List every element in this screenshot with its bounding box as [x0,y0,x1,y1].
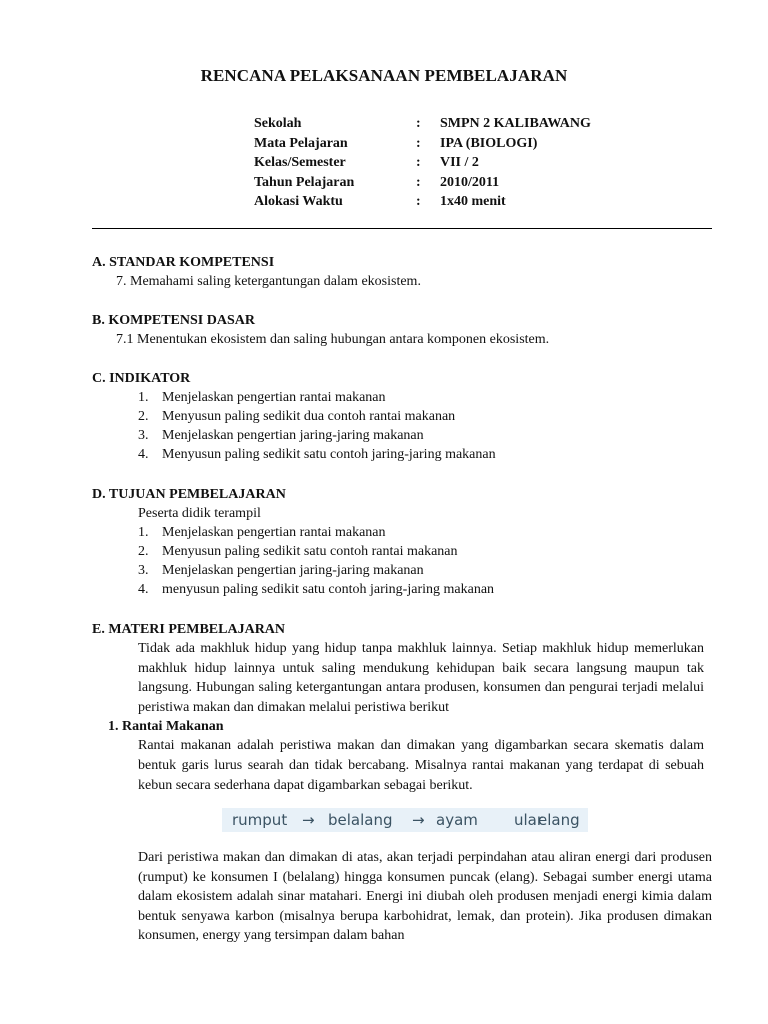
meta-value: IPA (BIOLOGI) [440,135,538,151]
meta-colon: : [416,174,421,190]
header-divider [92,228,712,229]
list-item [92,523,712,542]
list-number: 3. [138,428,149,443]
list-text: Menyusun paling sedikit dua contoh rantai makanan [162,409,456,424]
list-text: Menyusun paling sedikit satu contoh rantai makanan [162,544,458,559]
list-text: menyusun paling sedikit satu contoh jaring-jaring makanan [162,582,495,597]
list-item [92,426,712,445]
food-chain-figure [222,808,588,832]
chain-item-ayam: ayam [436,811,478,829]
list-text: Menjelaskan pengertian jaring-jaring makanan [162,428,424,443]
list-number: 1. [138,390,149,405]
chain-item-elang: elang [538,811,580,829]
list-number: 4. [138,582,149,597]
subsection-heading: 1. Rantai Makanan [108,719,224,735]
tujuan-list [92,523,712,599]
meta-colon: : [416,155,421,170]
meta-value: 1x40 menit [440,194,506,209]
list-item [92,561,712,580]
list-item [92,445,712,464]
meta-value: 2010/2011 [440,174,500,190]
meta-label: Sekolah [254,116,302,131]
materi-intro-paragraph: Tidak ada makhluk hidup yang hidup tanpa makhluk lainnya. Setiap makhluk hidup memerlukan makhluk hidup lainnya untuk saling mendukung kehidupan baik secara langsung maupun tak langsung. Hubungan saling ketergantungan antara produsen, konsumen dan pengurai terjadi melalui peristiwa makan dan dimakan melalui peristiwa berikut [138,641,704,715]
section-indikator [92,369,712,464]
list-number: 3. [138,563,149,578]
section-text: 7.1 Menentukan ekosistem dan saling hubungan antara komponen ekosistem. [116,332,550,347]
section-text: 7. Memahami saling ketergantungan dalam ekosistem. [116,274,421,289]
document-title: RENCANA PELAKSANAAN PEMBELAJARAN [200,66,568,85]
list-number: 2. [138,544,149,559]
meta-label: Alokasi Waktu [254,194,343,209]
list-item [92,542,712,561]
list-item [92,407,712,426]
list-item [92,388,712,407]
energy-flow-paragraph: Dari peristiwa makan dan dimakan di atas, akan terjadi perpindahan atau aliran energi dari produsen (rumput) ke konsumen I (belalang) hingga konsumen puncak (elang). Sebagai sumber energi utama dalam ekosistem adalah sinar matahari. Energi ini diubah oleh produsen menjadi energi kimia dalam bentuk senyawa karbon (misalnya berupa karbohidrat, lemak, dan protein). Jika produsen dimakan konsumen, energy yang tersimpan dalam bahan [138,850,712,944]
section-kompetensi-dasar [92,311,712,349]
section-heading: E. MATERI PEMBELAJARAN [92,622,286,637]
meta-colon: : [416,135,421,151]
section-heading: B. KOMPETENSI DASAR [92,313,255,328]
section-heading: D. TUJUAN PEMBELAJARAN [92,487,286,502]
section-materi-pembelajaran [92,620,712,795]
chain-item-rumput: rumput [232,811,288,829]
list-number: 2. [138,409,149,424]
meta-label: Tahun Pelajaran [254,174,355,190]
section-tujuan-pembelajaran [92,485,712,599]
chain-arrow-icon: → [302,811,315,829]
list-text: Menyusun paling sedikit satu contoh jaring-jaring makanan [162,447,496,462]
list-item [92,580,712,599]
list-number: 1. [138,525,149,540]
list-text: Menjelaskan pengertian rantai makanan [162,525,386,540]
section-heading: C. INDIKATOR [92,371,191,386]
indikator-list [92,388,712,464]
meta-colon: : [416,116,421,131]
chain-item-ular: ular [514,811,544,829]
chain-arrow-icon: → [412,811,425,829]
meta-value: VII / 2 [440,155,479,170]
section-lead: Peserta didik terampil [138,506,261,521]
section-heading: A. STANDAR KOMPETENSI [92,255,275,270]
list-number: 4. [138,447,149,462]
section-standar-kompetensi [92,253,712,291]
meta-label: Mata Pelajaran [254,135,348,151]
list-text: Menjelaskan pengertian rantai makanan [162,390,386,405]
meta-value: SMPN 2 KALIBAWANG [440,116,591,131]
list-text: Menjelaskan pengertian jaring-jaring makanan [162,563,424,578]
chain-item-belalang: belalang [328,811,393,829]
rantai-makanan-paragraph: Rantai makanan adalah peristiwa makan dan dimakan yang digambarkan secara skematis dalam bentuk garis lurus searah dan tidak bercabang. Misalnya rantai makanan yang terdapat di sebuah kebun secara sederhana dapat digambarkan sebagai berikut. [138,738,704,793]
meta-colon: : [416,194,421,209]
meta-label: Kelas/Semester [254,155,346,170]
